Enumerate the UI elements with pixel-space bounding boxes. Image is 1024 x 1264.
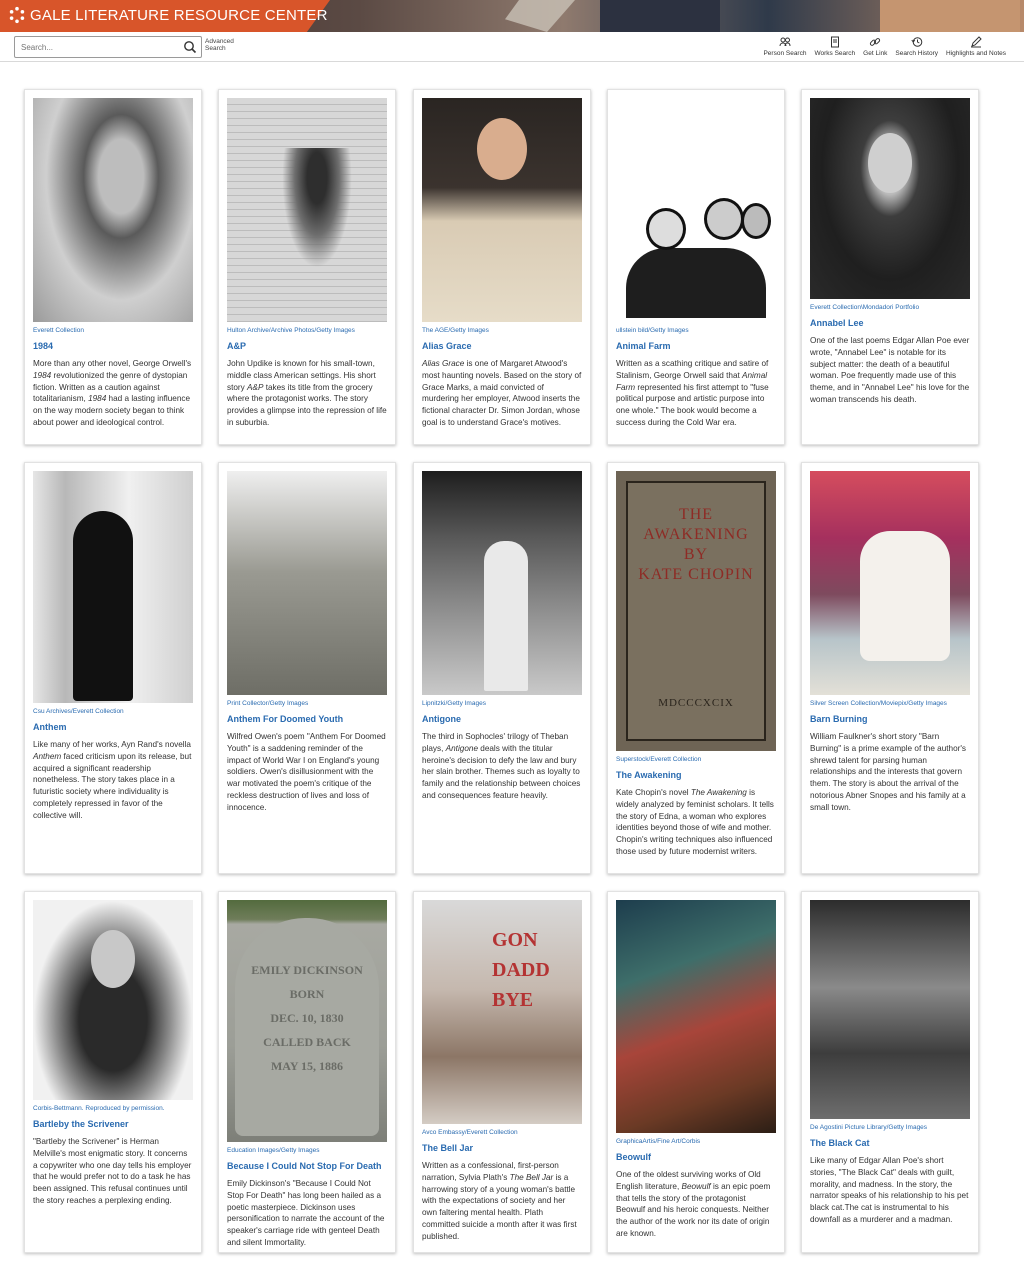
- card-image[interactable]: [33, 900, 193, 1100]
- gale-logo-icon: [8, 6, 26, 24]
- cover-title-line: BY: [683, 546, 709, 563]
- tool-label: Search History: [895, 50, 939, 57]
- card-credit: De Agostini Picture Library/Getty Images: [810, 1124, 928, 1131]
- cover-title-line: KATE CHOPIN: [638, 566, 754, 583]
- result-card[interactable]: [607, 462, 785, 874]
- result-card[interactable]: [801, 462, 979, 874]
- banner-art: [505, 0, 575, 32]
- card-image[interactable]: [616, 900, 776, 1133]
- card-image[interactable]: [616, 471, 776, 751]
- card-image[interactable]: [227, 471, 387, 695]
- cover-year: MDCCCXCIX: [658, 697, 734, 709]
- card-credit: Everett Collection: [33, 327, 84, 334]
- book-icon: [829, 36, 841, 48]
- people-icon: [779, 36, 791, 48]
- search-input[interactable]: [15, 38, 175, 58]
- tool-label: Get Link: [863, 50, 888, 57]
- toolbar: [0, 32, 1024, 62]
- card-image[interactable]: [810, 900, 970, 1119]
- result-card[interactable]: [218, 89, 396, 445]
- card-image[interactable]: [422, 900, 582, 1124]
- card-title[interactable]: Animal Farm: [616, 341, 671, 351]
- card-title[interactable]: The Black Cat: [810, 1138, 870, 1148]
- card-description: More than any other novel, George Orwell's 1984 revolutionized the genre of dystopian fiction. Written as a caution against totalitarianism, 1984 had a lasting influence on the way modern society began to think about power and ideological control.: [33, 359, 192, 427]
- card-image[interactable]: [227, 900, 387, 1142]
- person-search-button[interactable]: [763, 36, 806, 57]
- result-card[interactable]: [24, 462, 202, 874]
- pencil-icon: [970, 36, 982, 48]
- banner-art: [600, 0, 720, 32]
- card-description: One of the oldest surviving works of Old English literature, Beowulf is an epic poem that tells the story of the protagonist Beowulf and his heroic conquests. Neither the author of the work nor its date of origin are known.: [616, 1170, 771, 1238]
- link-icon: [869, 36, 881, 48]
- card-image[interactable]: [616, 98, 776, 322]
- card-title[interactable]: Alias Grace: [422, 341, 472, 351]
- card-description: Written as a scathing critique and satire of Stalinism, George Orwell said that Animal Farm represented his first attempt to "fuse political purpose and artistic purpose into one whole." The book would become a success during the Cold War era.: [616, 359, 769, 427]
- result-card[interactable]: [801, 891, 979, 1253]
- history-icon: [911, 36, 923, 48]
- card-title[interactable]: Barn Burning: [810, 714, 868, 724]
- result-card[interactable]: [607, 89, 785, 445]
- card-title[interactable]: Beowulf: [616, 1152, 651, 1162]
- search-icon[interactable]: [183, 40, 197, 54]
- search-history-button[interactable]: [895, 36, 938, 57]
- card-image[interactable]: [33, 98, 193, 322]
- result-card[interactable]: [24, 891, 202, 1253]
- search-box: [14, 36, 202, 58]
- card-title[interactable]: Annabel Lee: [810, 318, 864, 328]
- card-credit: Corbis-Bettmann. Reproduced by permission.: [33, 1105, 165, 1112]
- result-card[interactable]: [24, 89, 202, 445]
- cover-title: [628, 505, 764, 585]
- stone-line: EMILY DICKINSON: [251, 963, 363, 977]
- stone-line: CALLED BACK: [263, 1035, 351, 1049]
- cover-title-line: THE: [678, 506, 714, 523]
- card-credit: The AGE/Getty Images: [422, 327, 489, 334]
- card-description: William Faulkner's short story "Barn Burning" is a prime example of the author's shrewd talent for parsing human relationships and the interests that govern them. The story is about the arrival of the notorious Abner Snopes and his family at a small town.: [810, 732, 967, 812]
- result-card[interactable]: [413, 89, 591, 445]
- tool-label: Works Search: [814, 50, 856, 57]
- card-credit: Superstock/Everett Collection: [616, 756, 702, 763]
- cover-title-line: AWAKENING: [643, 526, 749, 543]
- card-image[interactable]: [422, 471, 582, 695]
- header-banner: [0, 0, 1024, 32]
- card-credit: Everett Collection\Mondadori Portfolio: [810, 304, 920, 311]
- brand-link[interactable]: [8, 6, 328, 24]
- card-title[interactable]: The Awakening: [616, 770, 682, 780]
- result-card[interactable]: [801, 89, 979, 445]
- card-image[interactable]: [33, 471, 193, 703]
- card-title[interactable]: Bartleby the Scrivener: [33, 1119, 129, 1129]
- works-search-button[interactable]: [814, 36, 855, 57]
- stone-line: MAY 15, 1886: [270, 1059, 344, 1073]
- banner-art: [880, 0, 1020, 32]
- card-title[interactable]: Anthem For Doomed Youth: [227, 714, 344, 724]
- result-card[interactable]: [413, 891, 591, 1253]
- card-credit: Education Images/Getty Images: [227, 1147, 320, 1154]
- tool-menu: [763, 36, 1006, 57]
- card-title[interactable]: A&P: [227, 341, 247, 351]
- card-credit: ullstein bild/Getty Images: [616, 327, 689, 334]
- card-title[interactable]: 1984: [33, 341, 54, 351]
- stone-line: BORN: [289, 987, 325, 1001]
- card-title[interactable]: Antigone: [422, 714, 461, 724]
- card-image[interactable]: [227, 98, 387, 322]
- card-credit: GraphicaArtis/Fine Art/Corbis: [616, 1138, 701, 1145]
- card-description: Like many of her works, Ayn Rand's novella Anthem faced criticism upon its release, but acquired a significant readership nonetheless. The story takes place in a futuristic society where individuality is completely repressed in favor of the collective will.: [33, 740, 192, 820]
- card-title[interactable]: The Bell Jar: [422, 1143, 474, 1153]
- advanced-search-link[interactable]: Advanced Search: [205, 38, 234, 52]
- card-description: Written as a confessional, first-person narration, Sylvia Plath's The Bell Jar is a harrowing story of a young woman's battle with the expectations of society and her own faltering mental health. Plath committed suicide a month after it was first published.: [422, 1161, 577, 1241]
- card-credit: Avco Embassy/Everett Collection: [422, 1129, 518, 1136]
- card-title[interactable]: Anthem: [33, 722, 67, 732]
- result-card[interactable]: [413, 462, 591, 874]
- get-link-button[interactable]: [863, 36, 887, 57]
- highlights-notes-button[interactable]: [946, 36, 1006, 57]
- result-card[interactable]: [218, 462, 396, 874]
- card-image[interactable]: [422, 98, 582, 322]
- result-card[interactable]: [218, 891, 396, 1253]
- result-card[interactable]: [607, 891, 785, 1253]
- tool-label: Highlights and Notes: [946, 50, 1006, 57]
- card-description: John Updike is known for his small-town, middle class American settings. His short story A&P takes its title from the grocery where the protagonist works. The story provides a glimpse into the repression of life in suburbia.: [227, 359, 387, 427]
- image-graffiti: GON DADD BYE: [492, 929, 550, 1011]
- card-description: One of the last poems Edgar Allan Poe ever wrote, "Annabel Lee" is notable for its subject matter: the death of a beautiful woman. Poe frequently made use of this theme, and in "Annabel Lee" his love for the woman transcends his death.: [810, 336, 970, 404]
- card-description: Alias Grace is one of Margaret Atwood's most haunting novels. Based on the story of Grace Marks, a maid convicted of murdering her employer, Atwood inserts the fictional character Dr. Simon Jordan, whose goal is to understand Grace's motives.: [422, 359, 582, 427]
- brand-title: GALE LITERATURE RESOURCE CENTER: [30, 6, 328, 24]
- card-credit: Print Collector/Getty Images: [227, 700, 309, 707]
- card-image[interactable]: [810, 471, 970, 695]
- card-description: The third in Sophocles' trilogy of Theban plays, Antigone deals with the titular heroine's decision to defy the law and bury her slain brother. Themes such as loyalty to family and the relationship between choices and consequences feature heavily.: [422, 732, 581, 800]
- card-description: Wilfred Owen's poem "Anthem For Doomed Youth" is a saddening reminder of the impact of World War I on England's young soldiers. Owen's disillusionment with the war motivated the poem's critique of the reckless destruction of lives and loss of innocence.: [227, 732, 386, 812]
- card-credit: Silver Screen Collection/Moviepix/Getty Images: [810, 700, 947, 707]
- tool-label: Person Search: [763, 50, 807, 57]
- card-description: Kate Chopin's novel The Awakening is widely analyzed by feminist scholars. It tells the story of Edna, a woman who explores identities beyond those of wife and mother. Chopin's writing techniques also influenced those used by future modernist writers.: [616, 788, 774, 856]
- card-credit: Hulton Archive/Archive Photos/Getty Images: [227, 327, 355, 334]
- card-description: "Bartleby the Scrivener" is Herman Melville's most enigmatic story. It concerns a copywriter who one day tells his employer that he would prefer not to do a task he has been assigned. This refusal continues until the story reaches a perplexing ending.: [33, 1137, 192, 1205]
- stone-line: DEC. 10, 1830: [270, 1011, 344, 1025]
- card-credit: Lipnitzki/Getty Images: [422, 700, 486, 707]
- card-credit: Csu Archives/Everett Collection: [33, 708, 124, 715]
- card-description: Like many of Edgar Allan Poe's short stories, "The Black Cat" deals with guilt, morality, and madness. In the story, the narrator speaks of his relationship to his pet black cat.The cat is instrumental to his downfall as a murderer and a madman.: [810, 1156, 969, 1224]
- card-image[interactable]: [810, 98, 970, 299]
- card-description: Emily Dickinson's "Because I Could Not Stop For Death" has long been hailed as a poetic masterpiece. Dickinson uses personification to narrate the account of the speaker's carriage ride with genteel Death and silent Immortality.: [227, 1179, 385, 1247]
- card-title[interactable]: Because I Could Not Stop For Death: [227, 1161, 382, 1171]
